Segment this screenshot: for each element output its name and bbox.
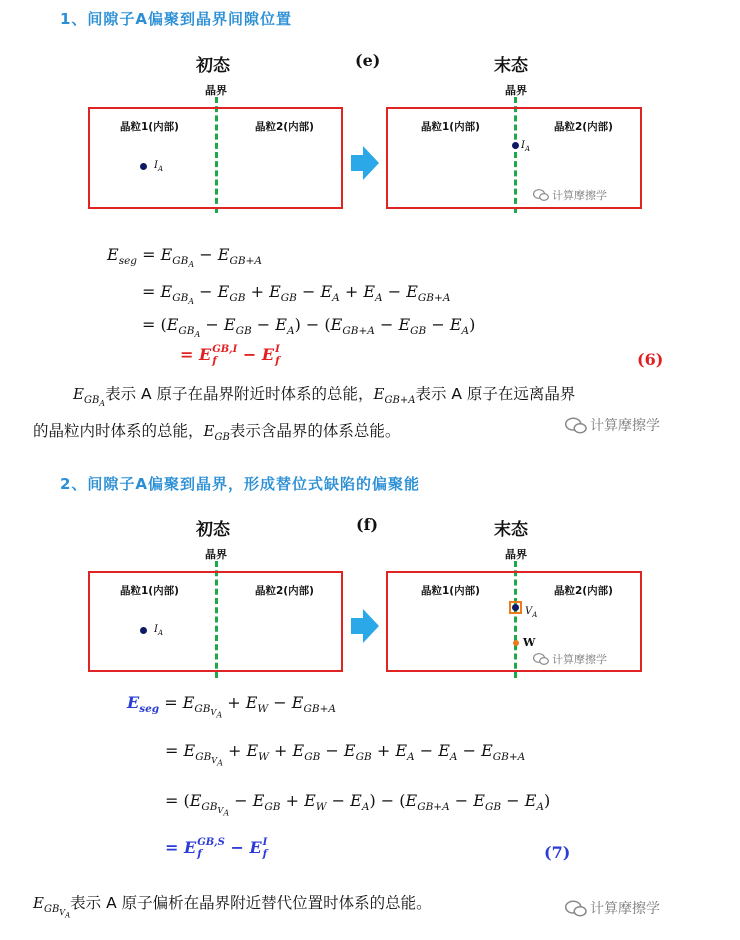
paragraph-line-2: 的晶粒内时体系的总能，$E_{GB}$表示含晶界的体系总能。 — [33, 422, 401, 444]
section-2-title: 2、间隙子A偏聚到晶界，形成替位式缺陷的偏聚能 — [60, 475, 421, 493]
equation-line-3: = $(E_{GB_{V_A}} - E_{GB} + E_W - E_A) - (E_{GB+A} - E_{GB} - E_A)$ — [165, 791, 551, 818]
wechat-icon — [533, 653, 549, 665]
grain-boundary-label: 晶界 — [505, 84, 527, 97]
panel-label-e: (e) — [355, 51, 381, 70]
initial-state-label: 初态 — [196, 56, 230, 76]
equation-line-2: = $E_{GB_{V_A}} + E_W + E_{GB} - E_{GB} + E_A - E_A - E_{GB+A}$ — [165, 741, 526, 768]
transition-arrow-icon — [351, 609, 379, 643]
paragraph-line: $E_{GB_{V_A}}$表示 A 原子偏析在晶界附近替代位置时体系的总能。 — [33, 894, 432, 920]
atom-label: $I_A$ — [154, 160, 164, 173]
final-state-label: 末态 — [494, 520, 528, 540]
equation-line-3: = $(E_{GB_A} - E_{GB} - E_A) - (E_{GB+A} - E_{GB} - E_A)$ — [142, 315, 476, 340]
grain-1-label: 晶粒1(内部) — [120, 121, 179, 133]
final-state-label: 末态 — [494, 56, 528, 76]
equation-line-4: = E GB,S f − E I f — [165, 837, 268, 860]
section-1-title: 1、间隙子A偏聚到晶界间隙位置 — [60, 10, 293, 28]
equation-line-1: $E_{seg} = E_{GB_A} - E_{GB+A}$ — [107, 245, 262, 270]
wechat-icon — [565, 417, 587, 434]
equation-number: (7) — [544, 843, 571, 862]
grain-2-label: 晶粒2(内部) — [255, 585, 314, 597]
equation-line-2: = $E_{GB_A} - E_{GB} + E_{GB} - E_A + E_A - E_{GB+A}$ — [142, 282, 451, 307]
transition-arrow-icon — [351, 146, 379, 180]
grain-2-label: 晶粒2(内部) — [554, 121, 613, 133]
equation-line-4: = E GB,I f − E I f — [180, 344, 280, 367]
atom-label: $I_A$ — [521, 140, 531, 153]
initial-state-label: 初态 — [196, 520, 230, 540]
atom-label: $I_A$ — [154, 624, 164, 637]
watermark: 计算摩擦学 — [565, 898, 660, 918]
wechat-icon — [533, 189, 549, 201]
watermark: 计算摩擦学 — [533, 187, 607, 203]
interstitial-atom — [140, 163, 147, 170]
interstitial-atom — [140, 627, 147, 634]
grain-boundary-label: 晶界 — [205, 84, 227, 97]
equation-number: (6) — [637, 350, 664, 369]
grain-1-label: 晶粒1(内部) — [421, 585, 480, 597]
final-state-box — [386, 107, 642, 209]
panel-label-f: (f) — [356, 515, 379, 534]
grain-boundary-label: 晶界 — [505, 548, 527, 561]
substitutional-atom — [512, 604, 519, 611]
grain-boundary-label: 晶界 — [205, 548, 227, 561]
equation-line-1: $E_{seg} = E_{GB_{V_A}} + E_W - E_{GB+A}$ — [127, 693, 336, 720]
watermark: 计算摩擦学 — [533, 651, 607, 667]
paragraph-line-1: $E_{GB_A}$表示 A 原子在晶界附近时体系的总能，$E_{GB+A}$表示 A 原子在远离晶界 — [73, 385, 576, 409]
interstitial-atom — [512, 142, 519, 149]
final-state-box — [386, 571, 642, 672]
w-atom-label: W — [523, 636, 536, 649]
initial-state-box — [88, 571, 343, 672]
grain-2-label: 晶粒2(内部) — [255, 121, 314, 133]
w-atom — [513, 640, 519, 646]
initial-state-box — [88, 107, 343, 209]
wechat-icon — [565, 900, 587, 917]
grain-1-label: 晶粒1(内部) — [421, 121, 480, 133]
watermark: 计算摩擦学 — [565, 415, 660, 435]
grain-2-label: 晶粒2(内部) — [554, 585, 613, 597]
grain-1-label: 晶粒1(内部) — [120, 585, 179, 597]
atom-label: $V_A$ — [525, 606, 538, 619]
